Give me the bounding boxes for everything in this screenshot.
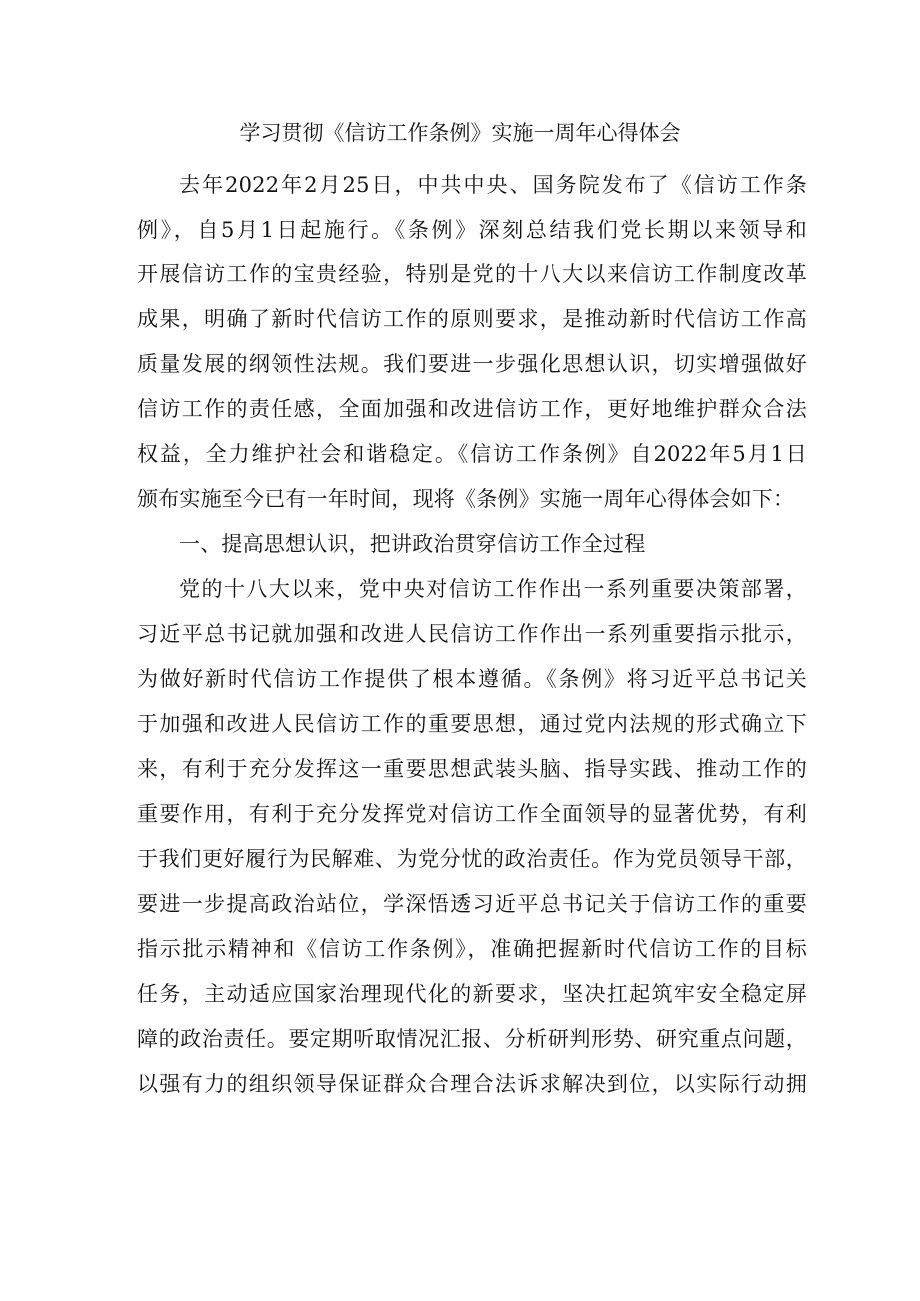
paragraph-line: 质量发展的纲领性法规。我们要进一步强化思想认识，切实增强做好 xyxy=(137,352,807,376)
paragraph-line: 来，有利于充分发挥这一重要思想武装头脑、指导实践、推动工作的 xyxy=(137,757,807,781)
paragraph-line: 障的政治责任。要定期听取情况汇报、分析研判形势、研究重点问题， xyxy=(137,1027,807,1051)
paragraph-line: 要进一步提高政治站位，学深悟透习近平总书记关于信访工作的重要 xyxy=(137,892,807,916)
paragraph-line: 信访工作的责任感，全面加强和改进信访工作，更好地维护群众合法 xyxy=(137,397,807,421)
paragraph-line: 重要作用，有利于充分发挥党对信访工作全面领导的显著优势，有利 xyxy=(137,802,807,826)
paragraph-line: 指示批示精神和《信访工作条例》，准确把握新时代信访工作的目标 xyxy=(137,937,807,961)
paragraph-line: 去年2022年2月25日，中共中央、国务院发布了《信访工作条 xyxy=(179,173,807,197)
paragraph-line: 于我们更好履行为民解难、为党分忧的政治责任。作为党员领导干部， xyxy=(137,847,807,871)
paragraph-line: 为做好新时代信访工作提供了根本遵循。《条例》将习近平总书记关 xyxy=(137,667,807,691)
paragraph-line: 成果，明确了新时代信访工作的原则要求，是推动新时代信访工作高 xyxy=(137,307,807,331)
paragraph-line: 党的十八大以来，党中央对信访工作作出一系列重要决策部署， xyxy=(179,577,807,601)
paragraph-line: 权益，全力维护社会和谐稳定。《信访工作条例》自2022年5月1日 xyxy=(137,442,807,466)
section-heading: 一、提高思想认识，把讲政治贯穿信访工作全过程 xyxy=(179,532,646,556)
document-title: 学习贯彻《信访工作条例》实施一周年心得体会 xyxy=(239,121,681,145)
paragraph-line: 任务，主动适应国家治理现代化的新要求，坚决扛起筑牢安全稳定屏 xyxy=(137,982,807,1006)
paragraph-line: 于加强和改进人民信访工作的重要思想，通过党内法规的形式确立下 xyxy=(137,712,807,736)
paragraph-line: 以强有力的组织领导保证群众合理合法诉求解决到位，以实际行动拥 xyxy=(137,1072,807,1096)
paragraph-line: 颁布实施至今已有一年时间，现将《条例》实施一周年心得体会如下： xyxy=(137,487,795,511)
paragraph-line: 习近平总书记就加强和改进人民信访工作作出一系列重要指示批示， xyxy=(137,622,807,646)
paragraph-line: 例》，自5月1日起施行。《条例》深刻总结我们党长期以来领导和 xyxy=(137,218,807,242)
paragraph-line: 开展信访工作的宝贵经验，特别是党的十八大以来信访工作制度改革 xyxy=(137,262,807,286)
